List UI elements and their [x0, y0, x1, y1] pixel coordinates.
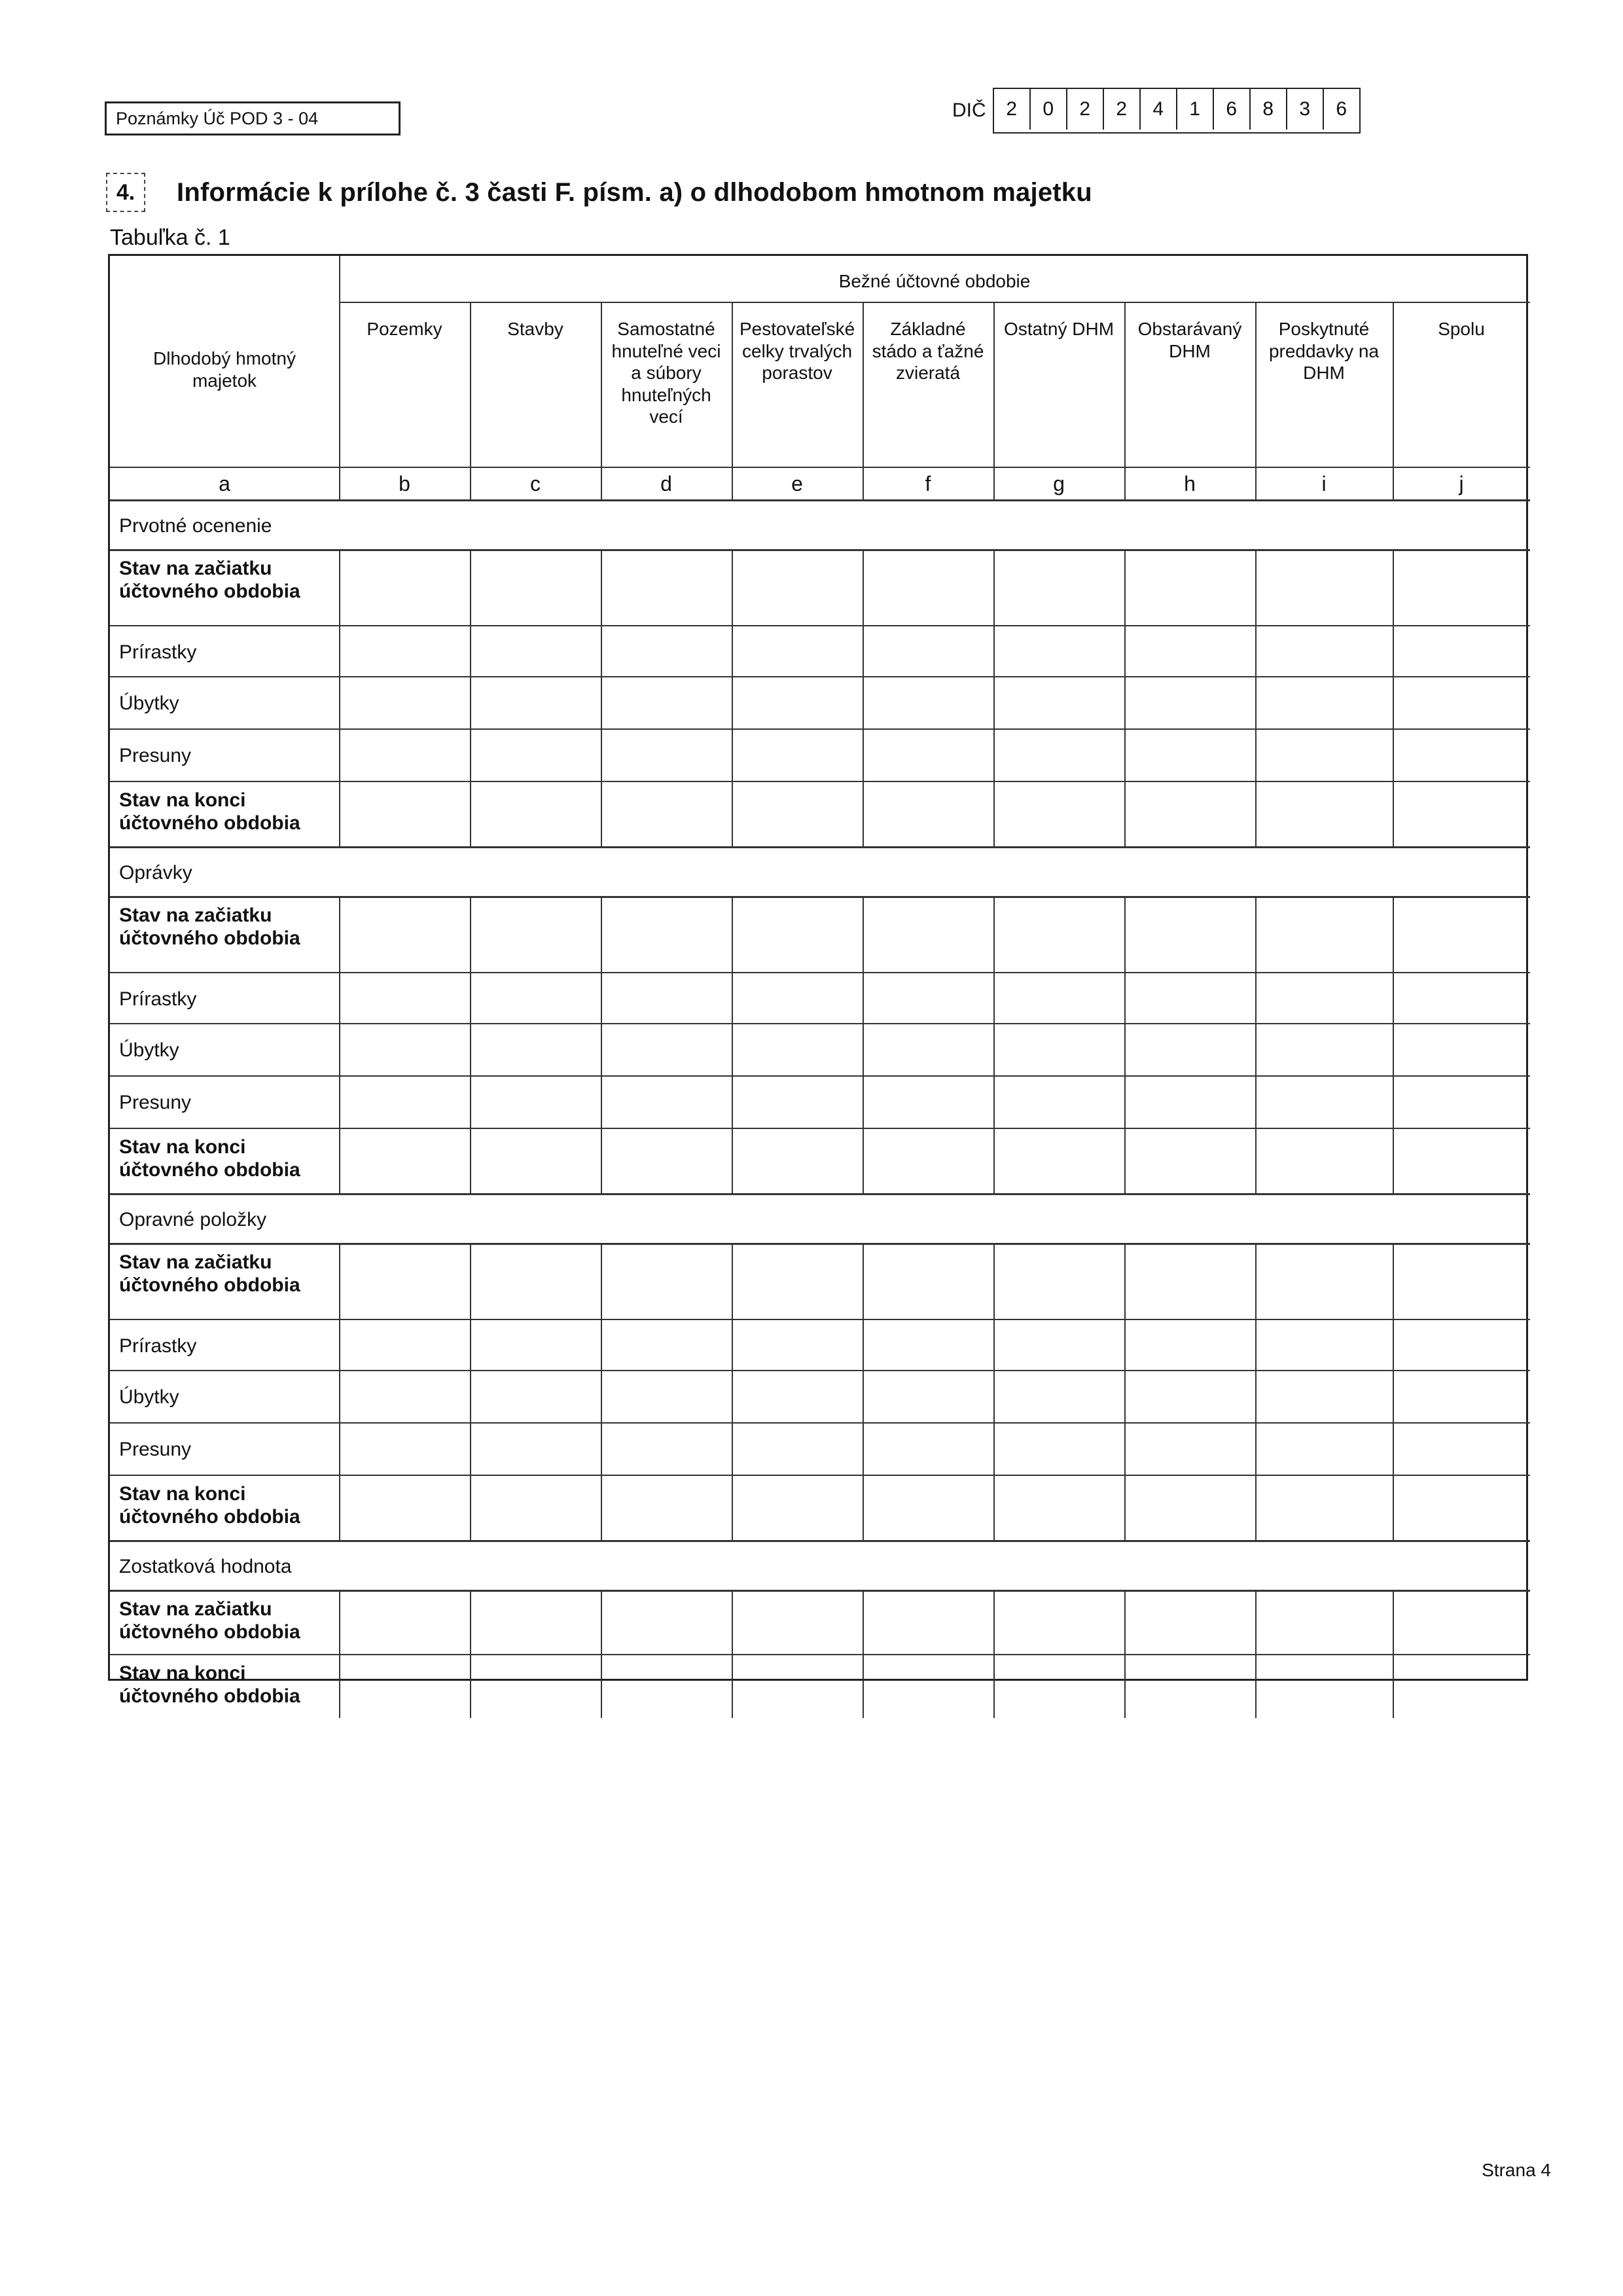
column-divider: [1255, 1243, 1257, 1540]
row-label: Presuny: [119, 1439, 192, 1460]
dic-field: [952, 89, 1361, 132]
header-divider: [110, 467, 1530, 468]
column-divider: [1255, 1590, 1257, 1718]
group-divider: [110, 1243, 1530, 1245]
group-divider: [110, 1193, 1530, 1195]
group-label: Prvotné ocenenie: [119, 515, 272, 537]
column-divider: [1124, 1243, 1126, 1540]
column-header: Samostatné hnuteľné veci a súbory hnuteľných vecí: [611, 319, 721, 427]
column-divider: [1124, 1590, 1126, 1718]
column-header: Poskytnuté preddavky na DHM: [1268, 319, 1380, 384]
dic-digit: 2: [1104, 89, 1141, 130]
section-number: 4.: [106, 173, 145, 212]
row-divider: [110, 728, 1530, 730]
row-divider: [110, 972, 1530, 973]
row-label: Stav na konci účtovného obdobia: [119, 1662, 300, 1708]
row-label: Presuny: [119, 745, 192, 766]
row-label: Prírastky: [119, 1335, 197, 1357]
column-divider: [1124, 302, 1126, 499]
row-label: Stav na konci účtovného obdobia: [119, 789, 300, 834]
period-header: Bežné účtovné obdobie: [838, 271, 1031, 291]
column-letter: i: [1321, 472, 1327, 495]
column-divider: [601, 1243, 602, 1540]
column-divider: [863, 896, 864, 1193]
row-divider: [110, 1370, 1530, 1371]
dic-digit: 2: [994, 89, 1031, 130]
column-divider: [601, 302, 602, 499]
column-header: Základné stádo a ťažné zvieratá: [872, 319, 984, 384]
group-label: Zostatková hodnota: [119, 1556, 292, 1577]
letter-row-divider: [110, 499, 1530, 501]
column-letter: g: [1053, 472, 1065, 495]
row-divider: [110, 1654, 1530, 1655]
row-divider: [110, 1319, 1530, 1320]
column-divider: [470, 549, 471, 846]
column-divider: [339, 1243, 340, 1540]
column-divider: [863, 549, 864, 846]
column-divider: [732, 1590, 733, 1718]
dic-label: DIČ: [952, 99, 986, 121]
group-divider: [110, 846, 1530, 848]
column-divider: [601, 1590, 602, 1718]
column-header: Ostatný DHM: [1003, 319, 1115, 339]
column-letter: b: [399, 472, 410, 495]
row-label: Prírastky: [119, 988, 197, 1010]
column-header: Obstarávaný DHM: [1137, 319, 1242, 361]
column-divider: [601, 896, 602, 1193]
column-divider: [732, 1243, 733, 1540]
column-divider: [470, 1243, 471, 1540]
column-divider: [732, 302, 733, 499]
column-divider: [863, 1590, 864, 1718]
row-label: Úbytky: [119, 1039, 179, 1061]
row-label: Stav na konci účtovného obdobia: [119, 1136, 300, 1181]
row-label: Stav na začiatku účtovného obdobia: [119, 905, 300, 950]
column-divider: [993, 1243, 995, 1540]
column-divider: [601, 549, 602, 846]
column-header: Pozemky: [366, 319, 442, 339]
column-letter: a: [219, 472, 230, 495]
row-label: Prírastky: [119, 641, 197, 663]
row-divider: [110, 781, 1530, 782]
dic-digit: 4: [1141, 89, 1177, 130]
dic-digit: 1: [1177, 89, 1214, 130]
dic-digit: 8: [1251, 89, 1287, 130]
column-divider: [732, 896, 733, 1193]
row-divider: [110, 1075, 1530, 1077]
row-divider: [110, 1023, 1530, 1024]
column-divider: [1124, 896, 1126, 1193]
row-label: Stav na konci účtovného obdobia: [119, 1483, 300, 1528]
row-divider: [110, 625, 1530, 626]
section-title: Informácie k prílohe č. 3 časti F. písm. a) o dlhodobom hmotnom majetku: [177, 177, 1092, 207]
row-divider: [110, 676, 1530, 677]
column-letter: j: [1459, 472, 1464, 495]
column-divider: [1393, 302, 1394, 499]
column-divider: [339, 896, 340, 1193]
row-label: Úbytky: [119, 1386, 179, 1408]
column-divider: [1393, 896, 1394, 1193]
group-divider: [110, 549, 1530, 551]
column-divider: [993, 302, 995, 499]
row-header-label: Dlhodobý hmotný majetok: [153, 348, 296, 391]
column-header: Spolu: [1438, 319, 1485, 339]
row-divider: [110, 1475, 1530, 1476]
column-letter: d: [660, 472, 672, 495]
group-divider: [110, 896, 1530, 898]
dic-digit: 2: [1067, 89, 1104, 130]
column-divider: [1255, 549, 1257, 846]
column-divider: [993, 549, 995, 846]
column-divider: [339, 1590, 340, 1718]
row-label: Presuny: [119, 1092, 192, 1113]
dic-digit-boxes: [993, 88, 1361, 134]
table-caption: Tabuľka č. 1: [110, 225, 230, 250]
row-label: Úbytky: [119, 692, 179, 714]
row-label: Stav na začiatku účtovného obdobia: [119, 558, 300, 603]
column-divider: [993, 1590, 995, 1718]
column-divider: [1124, 549, 1126, 846]
column-divider: [339, 549, 340, 846]
group-divider: [110, 1540, 1530, 1542]
dic-digit: 0: [1031, 89, 1067, 130]
dhm-table: [108, 254, 1528, 1708]
column-letter: f: [925, 472, 931, 495]
row-label: Stav na začiatku účtovného obdobia: [119, 1251, 300, 1297]
column-divider: [732, 549, 733, 846]
column-divider: [1393, 1243, 1394, 1540]
form-code-label: Poznámky Úč POD 3 - 04: [105, 101, 401, 135]
group-label: Opravné položky: [119, 1209, 267, 1230]
dic-digit: 3: [1287, 89, 1324, 130]
page-number: Strana 4: [1482, 2160, 1551, 2180]
column-divider: [993, 896, 995, 1193]
section-heading: [106, 173, 1092, 212]
column-letter: h: [1184, 472, 1196, 495]
period-header-divider: [339, 302, 1530, 303]
column-divider: [470, 1590, 471, 1718]
column-divider: [1255, 302, 1257, 499]
column-divider: [1393, 1590, 1394, 1718]
column-header: Pestovateľské celky trvalých porastov: [740, 319, 855, 384]
row-divider: [110, 1128, 1530, 1129]
column-divider: [339, 256, 340, 499]
row-divider: [110, 1422, 1530, 1424]
group-label: Oprávky: [119, 862, 192, 884]
column-divider: [1393, 549, 1394, 846]
dic-digit: 6: [1214, 89, 1251, 130]
column-divider: [1255, 896, 1257, 1193]
column-divider: [863, 302, 864, 499]
column-divider: [470, 302, 471, 499]
column-header: Stavby: [507, 319, 563, 339]
group-divider: [110, 1590, 1530, 1592]
row-label: Stav na začiatku účtovného obdobia: [119, 1598, 300, 1643]
column-letter: e: [791, 472, 803, 495]
dic-digit: 6: [1336, 98, 1347, 120]
column-letter: c: [530, 472, 541, 495]
column-divider: [863, 1243, 864, 1540]
column-divider: [470, 896, 471, 1193]
